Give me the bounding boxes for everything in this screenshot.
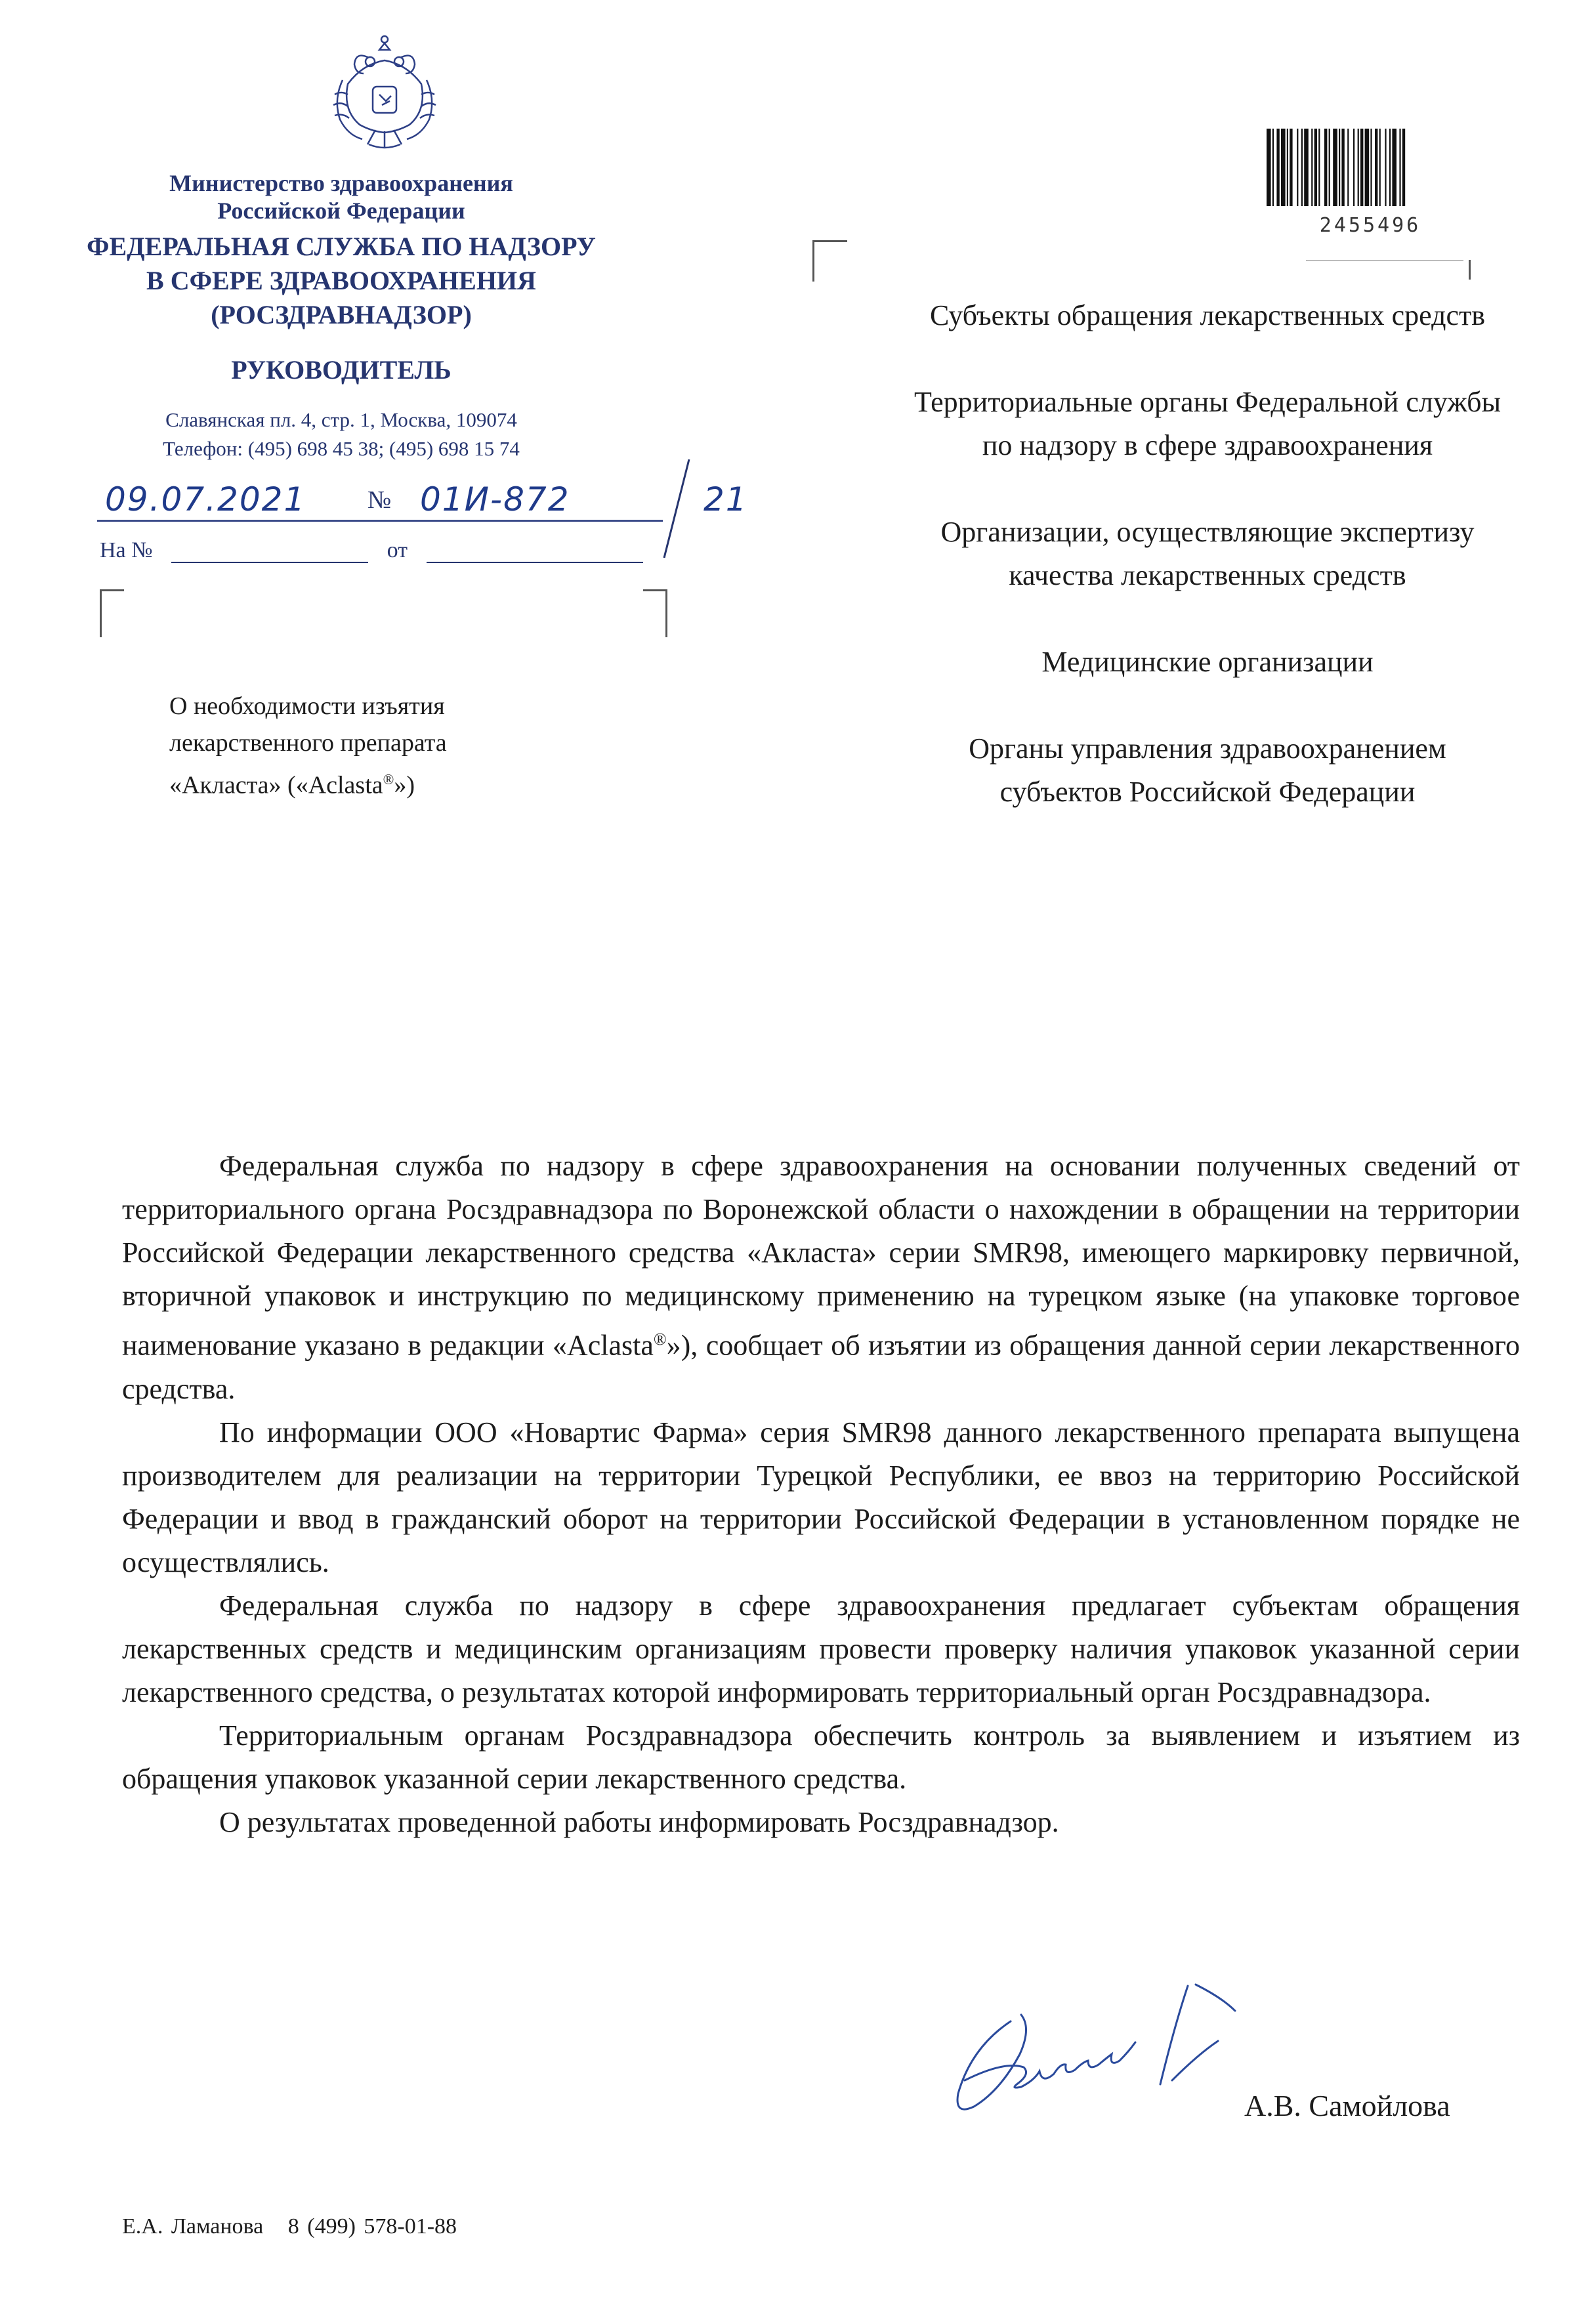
registration-number-suffix: 21: [704, 480, 748, 518]
reply-reference-row: [100, 538, 643, 563]
subject-line: О необходимости изъятия: [169, 692, 445, 720]
recipient-corner-mark-right: [1462, 260, 1471, 280]
signer-name: А.В. Самойлова: [1244, 2089, 1450, 2122]
barcode-rule: [1306, 260, 1463, 261]
handwritten-signature-icon: [938, 1982, 1280, 2133]
ot-blank: [427, 539, 643, 563]
service-name-line1: ФЕДЕРАЛЬНАЯ СЛУЖБА ПО НАДЗОРУ: [87, 232, 596, 261]
letter-body: [122, 1145, 1520, 1844]
registration-number: 01И-872: [420, 480, 570, 518]
corner-mark-top-right: [643, 589, 667, 637]
na-label: На №: [100, 538, 153, 562]
phone: Телефон: (495) 698 45 38; (495) 698 15 74: [163, 437, 520, 460]
registration-slash: [656, 459, 696, 558]
body-paragraph: О результатах проведенной работы информировать Росздравнадзор.: [219, 1805, 1059, 1838]
service-name-line3: (РОСЗДРАВНАДЗОР): [211, 300, 472, 329]
number-sign: №: [368, 486, 392, 514]
na-blank: [171, 539, 368, 563]
recipient: Органы управления здравоохранением субъектов Российской Федерации: [969, 732, 1446, 808]
head-title: РУКОВОДИТЕЛЬ: [231, 355, 452, 385]
service-name-line2: В СФЕРЕ ЗДРАВООХРАНЕНИЯ: [146, 266, 536, 295]
corner-mark-top-left: [100, 589, 124, 637]
contact-footer: [122, 2214, 457, 2239]
body-paragraph: Федеральная служба по надзору в сфере здравоохранения предлагает субъектам обращения лекарственных средств и медицинским организациям провести проверку наличия упаковок указанной серии лекарственного средства, о результатах которой информировать территориальный орган Росздравнадзора.: [122, 1589, 1520, 1708]
ministry-name-line2: Российской Федерации: [217, 198, 465, 224]
recipients-block: [912, 294, 1503, 857]
registration-date: 09.07.2021: [105, 480, 306, 518]
body-paragraph: Федеральная служба по надзору в сфере здравоохранения на основании полученных сведений от территориального органа Росздравнадзора по Воронежской области о нахождении в обращении на территории Российской Федерации лекарственного средства «Акласта» серии SMR98, имеющего маркировку первичной, вторичной упаковок и инструкцию по медицинскому применению на турецком языке (на упаковке торговое наименование указано в редакции «Aclasta®»), сообщает об изъятии из обращения данной серии лекарственного средства.: [122, 1150, 1520, 1405]
contact-name: Е.А. Ламанова: [122, 2214, 264, 2239]
body-paragraph: Территориальным органам Росздравнадзора обеспечить контроль за выявлением и изъятием из обращения упаковок указанной серии лекарственного средства.: [122, 1719, 1520, 1795]
recipient: Организации, осуществляющие экспертизу качества лекарственных средств: [940, 516, 1475, 591]
barcode-icon: [1265, 129, 1475, 206]
subject-line: лекарственного препарата: [169, 729, 447, 757]
address: Славянская пл. 4, стр. 1, Москва, 109074: [165, 408, 517, 431]
recipient: Субъекты обращения лекарственных средств: [929, 299, 1486, 331]
contact-phone: 8 (499) 578-01-88: [287, 2214, 457, 2239]
letter-subject: [169, 688, 589, 804]
recipient: Территориальные органы Федеральной службы по надзору в сфере здравоохранения: [914, 386, 1502, 461]
registration-underline: [97, 520, 663, 522]
barcode-number: 2455496: [1319, 214, 1421, 237]
subject-line: «Акласта» («Aclasta®»): [169, 771, 415, 799]
ministry-name-line1: Министерство здравоохранения: [169, 170, 513, 196]
recipient-corner-mark: [812, 240, 847, 282]
recipient: Медицинские организации: [1041, 646, 1374, 678]
coat-of-arms-icon: [329, 32, 440, 156]
ot-label: от: [387, 538, 408, 562]
body-paragraph: По информации ООО «Новартис Фарма» серия SMR98 данного лекарственного препарата выпущена производителем для реализации на территории Турецкой Республики, ее ввоз на территорию Российской Федерации и ввод в гражданский оборот на территории Российской Федерации в установленном порядке не осуществлялись.: [122, 1416, 1520, 1578]
